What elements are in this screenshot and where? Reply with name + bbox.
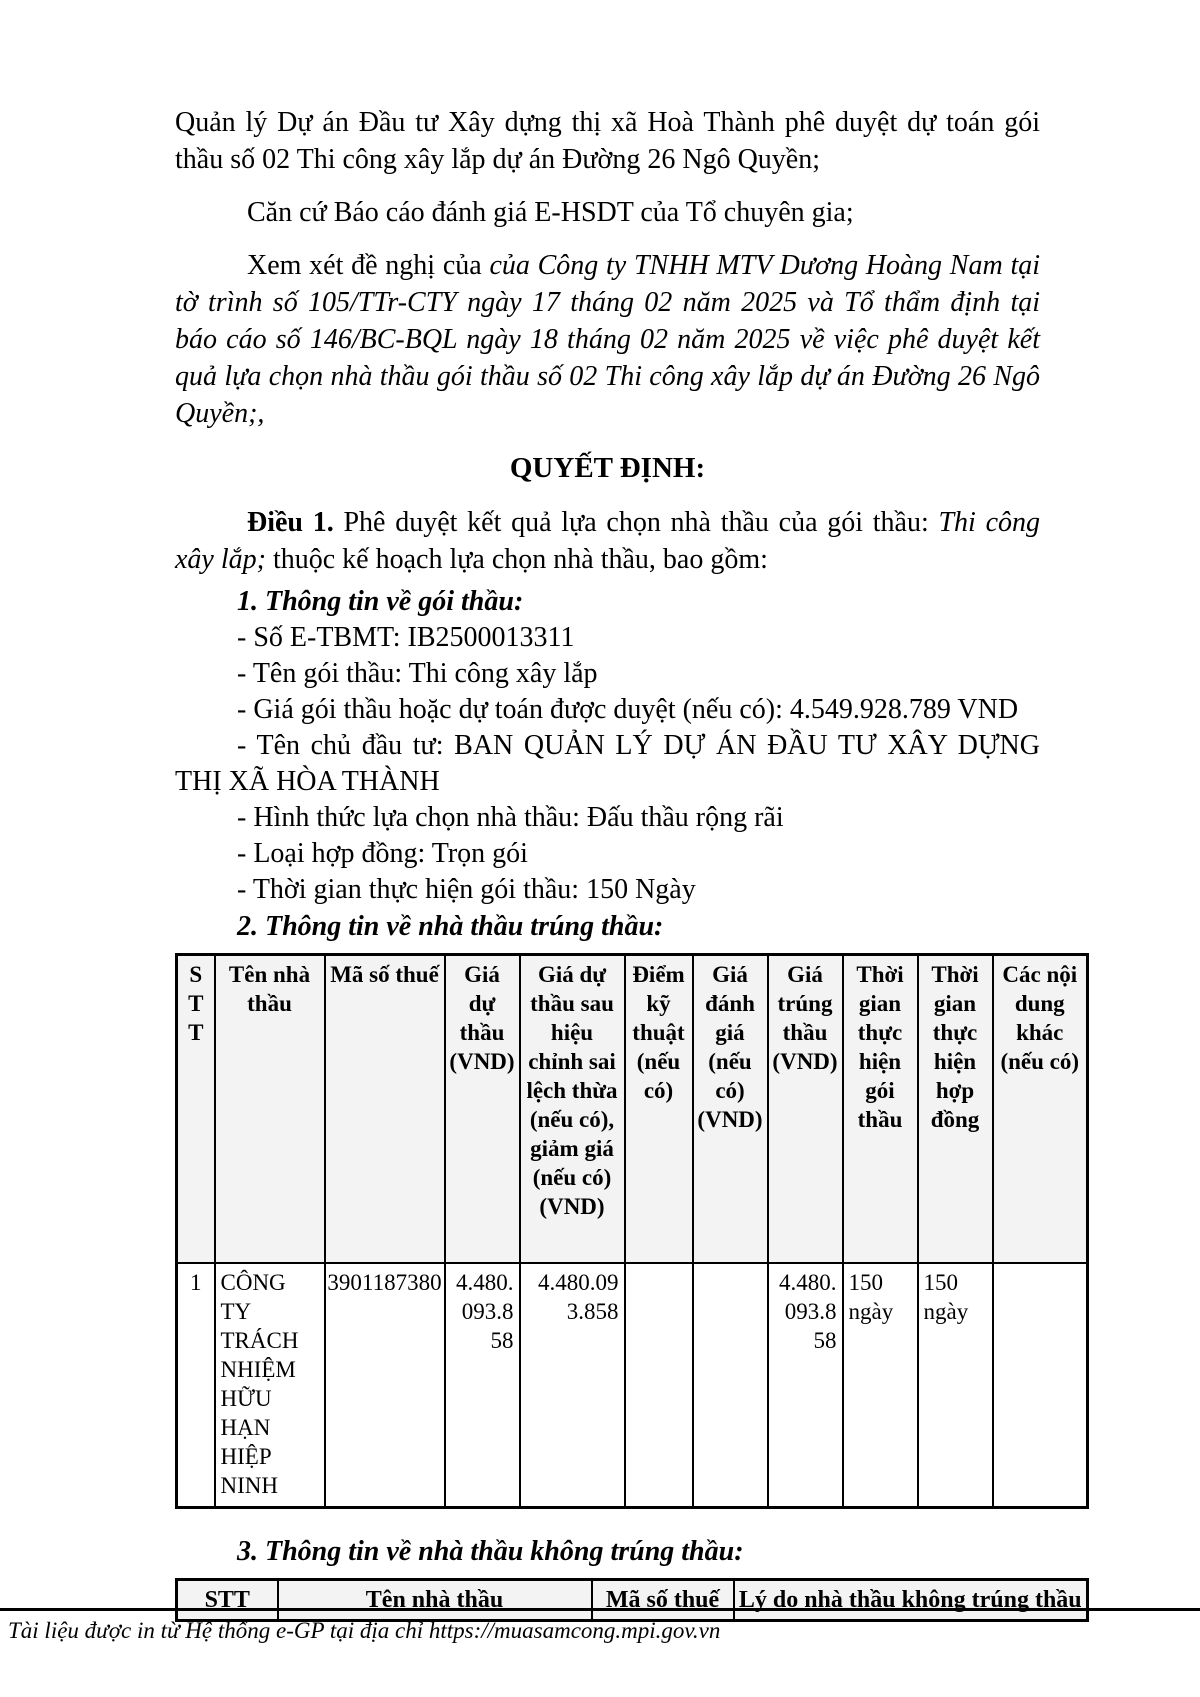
col-header-ly-do: Lý do nhà thầu không trúng thầu xyxy=(734,1580,1088,1621)
section-1-heading: 1. Thông tin về gói thầu: xyxy=(237,586,524,617)
col-header-stt: STT xyxy=(177,955,215,1264)
col-header-ma-so-thue: Mã số thuế xyxy=(325,955,445,1264)
col-header-gia-du-thau: Giá dự thầu (VND) xyxy=(445,955,520,1264)
cell-gia-trung-thau: 4.480.093.858 xyxy=(768,1263,843,1508)
cell-gia-sau-hieu-chinh: 4.480.093.858 xyxy=(520,1263,625,1508)
col-header-noi-dung-khac: Các nội dung khác (nếu có) xyxy=(993,955,1088,1264)
section-3-heading: 3. Thông tin về nhà thầu không trúng thầu: xyxy=(237,1536,744,1567)
winner-table-data-row xyxy=(177,1263,1088,1508)
list-item-etbmt: - Số E-TBMT: IB2500013311 xyxy=(237,622,575,653)
winner-table xyxy=(175,953,1089,1509)
cell-ten-nha-thau: CÔNG TY TRÁCH NHIỆM HỮU HẠN HIỆP NINH xyxy=(215,1263,325,1508)
paragraph-can-cu: Căn cứ Báo cáo đánh giá E-HSDT của Tổ chuyên gia; xyxy=(247,197,854,228)
col-header-ma-so-thue: Mã số thuế xyxy=(592,1580,734,1621)
col-header-thoi-gian-goi-thau: Thời gian thực hiện gói thầu xyxy=(843,955,918,1264)
article-1-lead: Phê duyệt kết quả lựa chọn nhà thầu của gói thầu: xyxy=(333,507,939,538)
cell-gia-danh-gia xyxy=(693,1263,768,1508)
section-2-heading: 2. Thông tin về nhà thầu trúng thầu: xyxy=(237,911,664,942)
cell-thoi-gian-goi-thau: 150 ngày xyxy=(843,1263,918,1508)
decision-heading: QUYẾT ĐỊNH: xyxy=(509,452,706,484)
document-content xyxy=(175,104,1086,1622)
cell-gia-du-thau: 4.480.093.858 xyxy=(445,1263,520,1508)
xem-xet-italic: của Công ty TNHH MTV Dương Hoàng Nam tại tờ trình số 105/TTr-CTY ngày 17 tháng 02 năm 2025 và Tổ thẩm định tại báo cáo số 146/BC-BQL ngày 18 tháng 02 năm 2025 về việc phê duyệt kết quả lựa chọn nhà thầu gói thầu số 02 Thi công xây lắp dự án Đường 26 Ngô Quyền;, xyxy=(175,250,1041,429)
package-info-list xyxy=(175,620,1040,908)
col-header-stt: STT xyxy=(177,1580,278,1621)
article-1 xyxy=(175,504,1040,578)
cell-ma-so-thue: 3901187380 xyxy=(325,1263,445,1508)
list-item-gia-goi-thau: - Giá gói thầu hoặc dự toán được duyệt (nếu có): 4.549.928.789 VND xyxy=(237,694,1019,725)
col-header-diem-ky-thuat: Điểm kỹ thuật (nếu có) xyxy=(625,955,693,1264)
col-header-ten-nha-thau: Tên nhà thầu xyxy=(278,1580,592,1621)
col-header-ten-nha-thau: Tên nhà thầu xyxy=(215,955,325,1264)
col-header-thoi-gian-hop-dong: Thời gian thực hiện hợp đồng xyxy=(918,955,993,1264)
cell-diem-ky-thuat xyxy=(625,1263,693,1508)
list-item-thoi-gian: - Thời gian thực hiện gói thầu: 150 Ngày xyxy=(237,874,696,905)
cell-stt: 1 xyxy=(177,1263,215,1508)
paragraph-xem-xet xyxy=(175,247,1040,432)
footer-divider xyxy=(0,1608,1200,1611)
article-1-label: Điều 1. xyxy=(247,507,334,538)
cell-thoi-gian-hop-dong: 150 ngày xyxy=(918,1263,993,1508)
list-item-ten-goi-thau: - Tên gói thầu: Thi công xây lắp xyxy=(237,658,598,689)
xem-xet-lead: Xem xét đề nghị của xyxy=(247,250,490,281)
winner-table-header-row xyxy=(177,955,1088,1264)
col-header-gia-danh-gia: Giá đánh giá (nếu có) (VND) xyxy=(693,955,768,1264)
article-1-tail: thuộc kế hoạch lựa chọn nhà thầu, bao gồm: xyxy=(265,544,768,575)
list-item-hinh-thuc: - Hình thức lựa chọn nhà thầu: Đấu thầu rộng rãi xyxy=(237,802,784,833)
footer-source-note: Tài liệu được in từ Hệ thống e-GP tại địa chỉ https://muasamcong.mpi.gov.vn xyxy=(8,1618,721,1643)
cell-noi-dung-khac xyxy=(993,1263,1088,1508)
col-header-gia-trung-thau: Giá trúng thầu (VND) xyxy=(768,955,843,1264)
paragraph-continuation: Quản lý Dự án Đầu tư Xây dựng thị xã Hoà Thành phê duyệt dự toán gói thầu số 02 Thi công xây lắp dự án Đường 26 Ngô Quyền; xyxy=(175,107,1040,175)
list-item-loai-hop-dong: - Loại hợp đồng: Trọn gói xyxy=(237,838,528,869)
col-header-gia-sau-hieu-chinh: Giá dự thầu sau hiệu chỉnh sai lệch thừa (nếu có), giảm giá (nếu có) (VND) xyxy=(520,955,625,1264)
page-footer xyxy=(0,1608,1200,1645)
list-item-chu-dau-tu: - Tên chủ đầu tư: BAN QUẢN LÝ DỰ ÁN ĐẦU TƯ XÂY DỰNG THỊ XÃ HÒA THÀNH xyxy=(175,730,1040,797)
article-1-italic: Thi công xây lắp; xyxy=(175,507,1040,575)
